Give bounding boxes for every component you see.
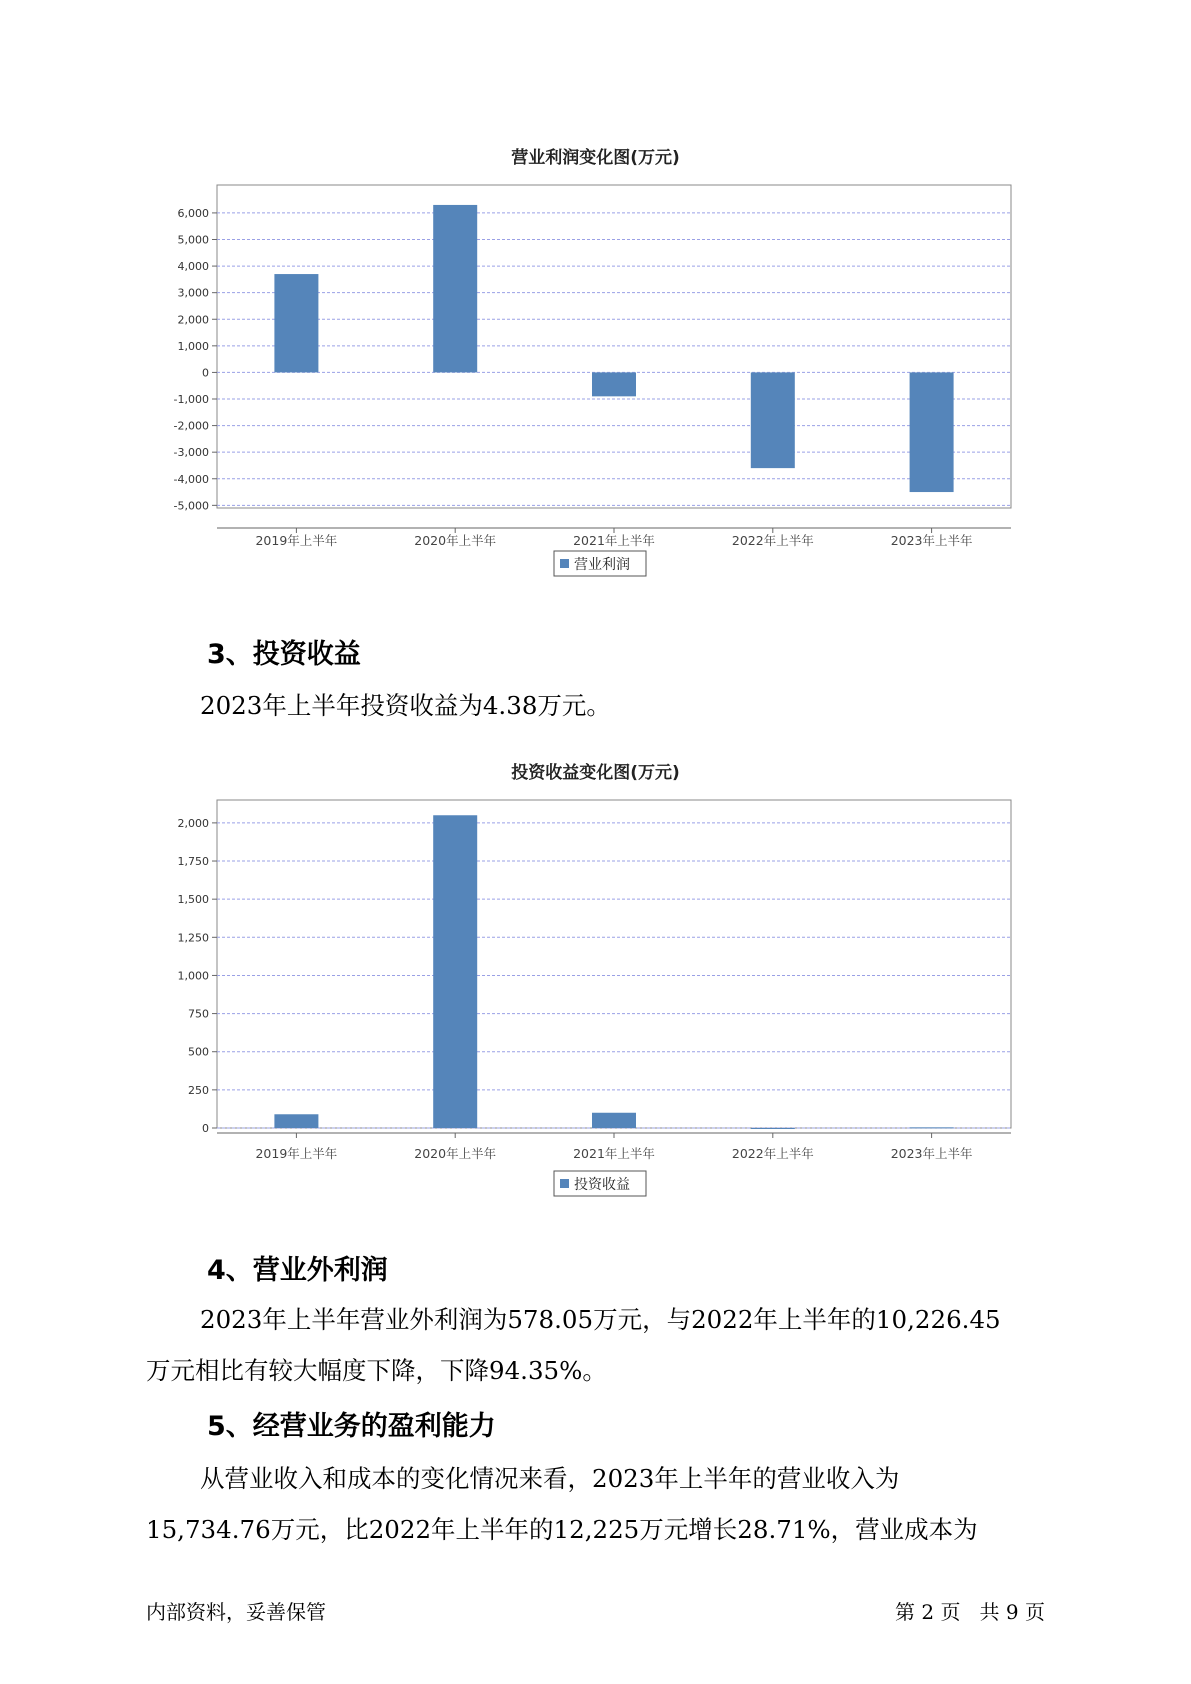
x-tick-label: 2021年上半年 [573,533,655,548]
y-tick-label: 4,000 [177,260,209,274]
section-3-heading: 3、投资收益 [207,639,361,670]
bar [592,372,636,396]
y-tick-label: 750 [188,1007,209,1021]
bar [751,372,795,468]
y-tick-label: 1,000 [177,969,209,983]
profit-chart-title: 营业利润变化图(万元) [511,148,680,168]
section-3-text: 2023年上半年投资收益为4.38万元。 [200,691,611,720]
section-5-heading: 5、经营业务的盈利能力 [207,1411,496,1442]
x-tick-label: 2020年上半年 [414,533,497,548]
x-tick-label: 2023年上半年 [890,1146,973,1161]
y-tick-label: 1,500 [177,893,209,907]
y-tick-label: 250 [188,1083,209,1097]
plot-area [217,185,1011,508]
x-tick-label: 2022年上半年 [731,533,814,548]
x-tick-label: 2021年上半年 [573,1146,655,1161]
investment-chart [0,785,1191,1210]
legend-label: 投资收益 [574,1177,630,1193]
x-tick-label: 2022年上半年 [731,1146,814,1161]
bar [433,205,477,372]
section-5-line-2: 15,734.76万元，比2022年上半年的12,225万元增长28.71%，营业成本为 [146,1515,978,1544]
y-tick-label: -4,000 [173,472,209,486]
bar [751,1128,795,1129]
y-tick-label: 1,000 [177,339,209,353]
y-tick-label: 5,000 [177,233,209,247]
x-tick-label: 2023年上半年 [890,533,973,548]
plot-area [217,800,1011,1128]
y-tick-label: -2,000 [173,419,209,433]
legend-swatch [560,1179,569,1188]
y-tick-label: -5,000 [173,499,209,513]
bar [433,815,477,1128]
bar [592,1113,636,1128]
x-tick-label: 2019年上半年 [255,533,338,548]
y-tick-label: -1,000 [173,393,209,407]
bar [274,1114,318,1128]
footer-page-number: 第 2 页 共 9 页 [895,1600,1045,1624]
profit-chart [0,170,1191,590]
legend-swatch [560,559,569,568]
footer-confidential: 内部资料，妥善保管 [146,1600,326,1624]
y-tick-label: 0 [202,1122,209,1135]
y-tick-label: 2,000 [177,816,209,830]
y-tick-label: 0 [202,366,209,380]
y-tick-label: 1,250 [177,931,209,945]
legend-label: 营业利润 [574,557,630,573]
y-tick-label: -3,000 [173,446,209,460]
bar [910,372,954,492]
y-tick-label: 6,000 [177,206,209,220]
y-tick-label: 1,750 [177,855,209,869]
section-4-line-2: 万元相比有较大幅度下降，下降94.35%。 [146,1356,607,1385]
section-4-heading: 4、营业外利润 [207,1255,388,1286]
section-5-line-1: 从营业收入和成本的变化情况来看，2023年上半年的营业收入为 [200,1464,900,1493]
x-tick-label: 2019年上半年 [255,1146,338,1161]
x-tick-label: 2020年上半年 [414,1146,497,1161]
bar [274,274,318,372]
y-tick-label: 2,000 [177,313,209,327]
bar [910,1127,954,1128]
investment-chart-title: 投资收益变化图(万元) [511,763,680,783]
y-tick-label: 3,000 [177,286,209,300]
y-tick-label: 500 [188,1045,209,1059]
section-4-line-1: 2023年上半年营业外利润为578.05万元，与2022年上半年的10,226.45 [200,1305,1001,1334]
